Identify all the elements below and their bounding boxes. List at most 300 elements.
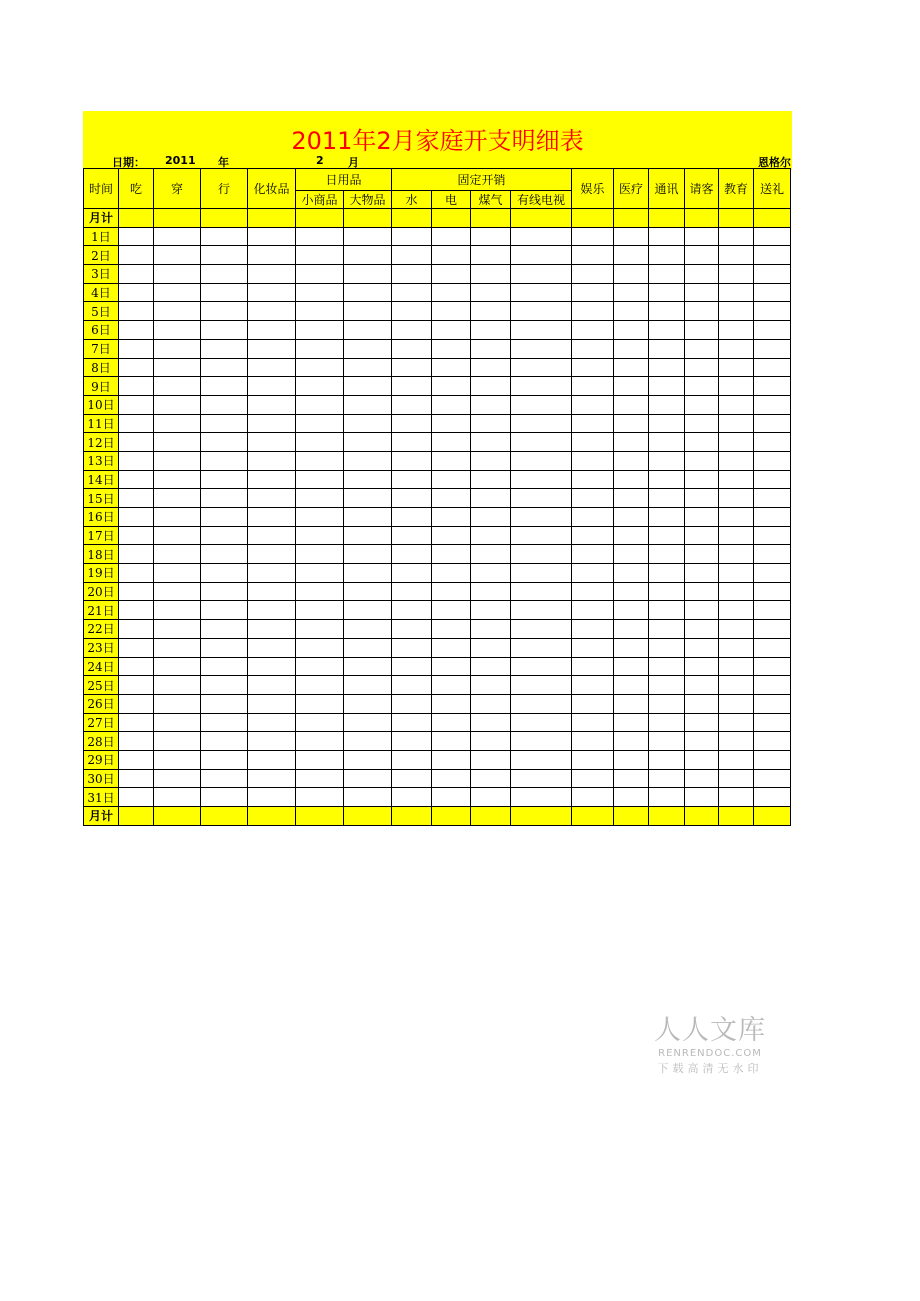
expense-cell[interactable] — [649, 508, 685, 527]
expense-cell[interactable] — [511, 414, 572, 433]
expense-cell[interactable] — [614, 321, 649, 340]
expense-cell[interactable] — [248, 545, 296, 564]
expense-cell[interactable] — [432, 489, 471, 508]
expense-cell[interactable] — [471, 620, 511, 639]
expense-cell[interactable] — [296, 227, 344, 246]
expense-cell[interactable] — [119, 377, 154, 396]
expense-cell[interactable] — [614, 265, 649, 284]
expense-cell[interactable] — [296, 788, 344, 807]
expense-cell[interactable] — [154, 227, 201, 246]
expense-cell[interactable] — [685, 676, 719, 695]
expense-cell[interactable] — [392, 227, 432, 246]
expense-cell[interactable] — [432, 265, 471, 284]
expense-cell[interactable] — [344, 732, 392, 751]
expense-cell[interactable] — [719, 788, 754, 807]
expense-cell[interactable] — [649, 265, 685, 284]
expense-cell[interactable] — [432, 657, 471, 676]
expense-cell[interactable] — [754, 265, 791, 284]
expense-cell[interactable] — [344, 508, 392, 527]
expense-cell[interactable] — [154, 601, 201, 620]
expense-cell[interactable] — [572, 321, 614, 340]
expense-cell[interactable] — [201, 489, 248, 508]
expense-cell[interactable] — [296, 545, 344, 564]
total-cell[interactable] — [344, 807, 392, 826]
expense-cell[interactable] — [719, 564, 754, 583]
expense-cell[interactable] — [685, 451, 719, 470]
expense-cell[interactable] — [511, 508, 572, 527]
expense-cell[interactable] — [248, 750, 296, 769]
expense-cell[interactable] — [344, 246, 392, 265]
expense-cell[interactable] — [719, 227, 754, 246]
expense-cell[interactable] — [614, 694, 649, 713]
expense-cell[interactable] — [754, 657, 791, 676]
expense-cell[interactable] — [685, 657, 719, 676]
expense-cell[interactable] — [471, 769, 511, 788]
expense-cell[interactable] — [511, 638, 572, 657]
expense-cell[interactable] — [154, 489, 201, 508]
expense-cell[interactable] — [248, 395, 296, 414]
total-cell[interactable] — [344, 209, 392, 228]
expense-cell[interactable] — [201, 302, 248, 321]
expense-cell[interactable] — [614, 769, 649, 788]
expense-cell[interactable] — [432, 227, 471, 246]
expense-cell[interactable] — [685, 508, 719, 527]
expense-cell[interactable] — [119, 283, 154, 302]
expense-cell[interactable] — [119, 246, 154, 265]
expense-cell[interactable] — [471, 395, 511, 414]
expense-cell[interactable] — [432, 283, 471, 302]
expense-cell[interactable] — [432, 451, 471, 470]
expense-cell[interactable] — [511, 788, 572, 807]
expense-cell[interactable] — [754, 395, 791, 414]
expense-cell[interactable] — [572, 470, 614, 489]
expense-cell[interactable] — [248, 321, 296, 340]
expense-cell[interactable] — [719, 508, 754, 527]
expense-cell[interactable] — [296, 638, 344, 657]
expense-cell[interactable] — [511, 227, 572, 246]
expense-cell[interactable] — [119, 358, 154, 377]
expense-cell[interactable] — [754, 451, 791, 470]
expense-cell[interactable] — [432, 545, 471, 564]
expense-cell[interactable] — [685, 414, 719, 433]
expense-cell[interactable] — [248, 732, 296, 751]
expense-cell[interactable] — [572, 732, 614, 751]
expense-cell[interactable] — [754, 227, 791, 246]
total-cell[interactable] — [248, 209, 296, 228]
month-value[interactable]: 2 — [316, 154, 324, 167]
expense-cell[interactable] — [471, 694, 511, 713]
expense-cell[interactable] — [344, 265, 392, 284]
expense-cell[interactable] — [296, 601, 344, 620]
expense-cell[interactable] — [392, 358, 432, 377]
expense-cell[interactable] — [248, 713, 296, 732]
expense-cell[interactable] — [296, 395, 344, 414]
expense-cell[interactable] — [649, 582, 685, 601]
expense-cell[interactable] — [572, 750, 614, 769]
expense-cell[interactable] — [685, 265, 719, 284]
expense-cell[interactable] — [649, 339, 685, 358]
expense-cell[interactable] — [392, 657, 432, 676]
expense-cell[interactable] — [344, 526, 392, 545]
expense-cell[interactable] — [392, 638, 432, 657]
expense-cell[interactable] — [649, 769, 685, 788]
expense-cell[interactable] — [614, 358, 649, 377]
expense-cell[interactable] — [685, 788, 719, 807]
expense-cell[interactable] — [685, 395, 719, 414]
expense-cell[interactable] — [154, 526, 201, 545]
total-cell[interactable] — [719, 807, 754, 826]
total-cell[interactable] — [154, 807, 201, 826]
expense-cell[interactable] — [119, 732, 154, 751]
expense-cell[interactable] — [754, 676, 791, 695]
expense-cell[interactable] — [511, 582, 572, 601]
expense-cell[interactable] — [248, 638, 296, 657]
expense-cell[interactable] — [649, 302, 685, 321]
expense-cell[interactable] — [119, 508, 154, 527]
expense-cell[interactable] — [432, 246, 471, 265]
expense-cell[interactable] — [685, 283, 719, 302]
expense-cell[interactable] — [685, 358, 719, 377]
expense-cell[interactable] — [719, 620, 754, 639]
expense-cell[interactable] — [119, 694, 154, 713]
expense-cell[interactable] — [392, 302, 432, 321]
expense-cell[interactable] — [511, 769, 572, 788]
expense-cell[interactable] — [572, 601, 614, 620]
expense-cell[interactable] — [154, 769, 201, 788]
expense-cell[interactable] — [432, 620, 471, 639]
expense-cell[interactable] — [248, 302, 296, 321]
expense-cell[interactable] — [754, 508, 791, 527]
expense-cell[interactable] — [719, 545, 754, 564]
total-cell[interactable] — [392, 209, 432, 228]
expense-cell[interactable] — [201, 788, 248, 807]
expense-cell[interactable] — [344, 377, 392, 396]
expense-cell[interactable] — [471, 750, 511, 769]
expense-cell[interactable] — [344, 620, 392, 639]
expense-cell[interactable] — [248, 694, 296, 713]
total-cell[interactable] — [248, 807, 296, 826]
expense-cell[interactable] — [432, 358, 471, 377]
expense-cell[interactable] — [392, 321, 432, 340]
expense-cell[interactable] — [572, 676, 614, 695]
total-cell[interactable] — [685, 807, 719, 826]
expense-cell[interactable] — [392, 433, 432, 452]
expense-cell[interactable] — [296, 750, 344, 769]
expense-cell[interactable] — [392, 246, 432, 265]
expense-cell[interactable] — [511, 321, 572, 340]
expense-cell[interactable] — [296, 470, 344, 489]
expense-cell[interactable] — [344, 564, 392, 583]
expense-cell[interactable] — [685, 601, 719, 620]
expense-cell[interactable] — [201, 414, 248, 433]
expense-cell[interactable] — [154, 750, 201, 769]
expense-cell[interactable] — [392, 564, 432, 583]
expense-cell[interactable] — [754, 732, 791, 751]
expense-cell[interactable] — [201, 470, 248, 489]
expense-cell[interactable] — [719, 451, 754, 470]
expense-cell[interactable] — [685, 321, 719, 340]
expense-cell[interactable] — [432, 433, 471, 452]
expense-cell[interactable] — [432, 508, 471, 527]
expense-cell[interactable] — [471, 508, 511, 527]
expense-cell[interactable] — [471, 283, 511, 302]
expense-cell[interactable] — [392, 451, 432, 470]
expense-cell[interactable] — [471, 564, 511, 583]
expense-cell[interactable] — [719, 601, 754, 620]
expense-cell[interactable] — [119, 769, 154, 788]
expense-cell[interactable] — [572, 489, 614, 508]
expense-cell[interactable] — [296, 302, 344, 321]
expense-cell[interactable] — [511, 265, 572, 284]
expense-cell[interactable] — [432, 638, 471, 657]
expense-cell[interactable] — [614, 620, 649, 639]
expense-cell[interactable] — [248, 451, 296, 470]
expense-cell[interactable] — [614, 564, 649, 583]
expense-cell[interactable] — [119, 788, 154, 807]
expense-cell[interactable] — [392, 395, 432, 414]
expense-cell[interactable] — [471, 358, 511, 377]
expense-cell[interactable] — [344, 358, 392, 377]
expense-cell[interactable] — [248, 489, 296, 508]
expense-cell[interactable] — [511, 526, 572, 545]
expense-cell[interactable] — [471, 713, 511, 732]
expense-cell[interactable] — [754, 339, 791, 358]
expense-cell[interactable] — [248, 769, 296, 788]
expense-cell[interactable] — [344, 750, 392, 769]
expense-cell[interactable] — [296, 713, 344, 732]
expense-cell[interactable] — [154, 451, 201, 470]
expense-cell[interactable] — [119, 750, 154, 769]
expense-cell[interactable] — [471, 489, 511, 508]
expense-cell[interactable] — [649, 657, 685, 676]
expense-cell[interactable] — [572, 545, 614, 564]
expense-cell[interactable] — [754, 788, 791, 807]
expense-cell[interactable] — [511, 302, 572, 321]
total-cell[interactable] — [719, 209, 754, 228]
expense-cell[interactable] — [614, 377, 649, 396]
expense-cell[interactable] — [344, 321, 392, 340]
expense-cell[interactable] — [719, 489, 754, 508]
expense-cell[interactable] — [201, 601, 248, 620]
expense-cell[interactable] — [572, 713, 614, 732]
expense-cell[interactable] — [296, 620, 344, 639]
expense-cell[interactable] — [392, 601, 432, 620]
expense-cell[interactable] — [296, 732, 344, 751]
expense-cell[interactable] — [201, 526, 248, 545]
expense-cell[interactable] — [296, 526, 344, 545]
expense-cell[interactable] — [614, 713, 649, 732]
expense-cell[interactable] — [754, 358, 791, 377]
expense-cell[interactable] — [119, 470, 154, 489]
expense-cell[interactable] — [511, 657, 572, 676]
expense-cell[interactable] — [154, 358, 201, 377]
expense-cell[interactable] — [344, 414, 392, 433]
expense-cell[interactable] — [432, 788, 471, 807]
expense-cell[interactable] — [511, 564, 572, 583]
expense-cell[interactable] — [754, 246, 791, 265]
expense-cell[interactable] — [201, 657, 248, 676]
expense-cell[interactable] — [392, 713, 432, 732]
expense-cell[interactable] — [471, 582, 511, 601]
expense-cell[interactable] — [754, 470, 791, 489]
expense-cell[interactable] — [154, 676, 201, 695]
expense-cell[interactable] — [119, 620, 154, 639]
expense-cell[interactable] — [614, 750, 649, 769]
expense-cell[interactable] — [614, 638, 649, 657]
expense-cell[interactable] — [685, 564, 719, 583]
expense-cell[interactable] — [614, 582, 649, 601]
expense-cell[interactable] — [432, 321, 471, 340]
expense-cell[interactable] — [154, 246, 201, 265]
expense-cell[interactable] — [392, 769, 432, 788]
expense-cell[interactable] — [685, 694, 719, 713]
expense-cell[interactable] — [572, 395, 614, 414]
expense-cell[interactable] — [119, 321, 154, 340]
expense-cell[interactable] — [154, 302, 201, 321]
expense-cell[interactable] — [296, 433, 344, 452]
expense-cell[interactable] — [201, 769, 248, 788]
expense-cell[interactable] — [719, 732, 754, 751]
expense-cell[interactable] — [432, 470, 471, 489]
expense-cell[interactable] — [649, 526, 685, 545]
expense-cell[interactable] — [392, 620, 432, 639]
expense-cell[interactable] — [154, 620, 201, 639]
expense-cell[interactable] — [649, 414, 685, 433]
total-cell[interactable] — [201, 807, 248, 826]
expense-cell[interactable] — [392, 545, 432, 564]
expense-cell[interactable] — [201, 339, 248, 358]
expense-cell[interactable] — [511, 283, 572, 302]
expense-cell[interactable] — [432, 414, 471, 433]
expense-cell[interactable] — [719, 470, 754, 489]
total-cell[interactable] — [432, 209, 471, 228]
expense-cell[interactable] — [511, 470, 572, 489]
expense-cell[interactable] — [649, 732, 685, 751]
expense-cell[interactable] — [572, 582, 614, 601]
expense-cell[interactable] — [614, 227, 649, 246]
expense-cell[interactable] — [154, 470, 201, 489]
expense-cell[interactable] — [119, 451, 154, 470]
expense-cell[interactable] — [685, 227, 719, 246]
expense-cell[interactable] — [154, 788, 201, 807]
expense-cell[interactable] — [296, 265, 344, 284]
expense-cell[interactable] — [344, 470, 392, 489]
expense-cell[interactable] — [392, 750, 432, 769]
expense-cell[interactable] — [201, 508, 248, 527]
expense-cell[interactable] — [248, 414, 296, 433]
expense-cell[interactable] — [344, 713, 392, 732]
expense-cell[interactable] — [649, 227, 685, 246]
expense-cell[interactable] — [471, 676, 511, 695]
expense-cell[interactable] — [719, 433, 754, 452]
total-cell[interactable] — [296, 807, 344, 826]
expense-cell[interactable] — [201, 433, 248, 452]
expense-cell[interactable] — [432, 676, 471, 695]
expense-cell[interactable] — [119, 713, 154, 732]
expense-cell[interactable] — [344, 788, 392, 807]
expense-cell[interactable] — [248, 358, 296, 377]
expense-cell[interactable] — [344, 283, 392, 302]
expense-cell[interactable] — [685, 769, 719, 788]
expense-cell[interactable] — [154, 414, 201, 433]
expense-cell[interactable] — [392, 489, 432, 508]
expense-cell[interactable] — [344, 227, 392, 246]
expense-cell[interactable] — [201, 750, 248, 769]
expense-cell[interactable] — [154, 564, 201, 583]
expense-cell[interactable] — [685, 713, 719, 732]
expense-cell[interactable] — [754, 582, 791, 601]
expense-cell[interactable] — [201, 246, 248, 265]
expense-cell[interactable] — [614, 470, 649, 489]
expense-cell[interactable] — [649, 283, 685, 302]
expense-cell[interactable] — [754, 713, 791, 732]
expense-cell[interactable] — [649, 750, 685, 769]
expense-cell[interactable] — [471, 433, 511, 452]
expense-cell[interactable] — [432, 395, 471, 414]
expense-cell[interactable] — [572, 526, 614, 545]
expense-cell[interactable] — [685, 433, 719, 452]
expense-cell[interactable] — [248, 433, 296, 452]
expense-cell[interactable] — [201, 283, 248, 302]
expense-cell[interactable] — [649, 545, 685, 564]
expense-cell[interactable] — [614, 545, 649, 564]
expense-cell[interactable] — [344, 545, 392, 564]
total-cell[interactable] — [511, 807, 572, 826]
expense-cell[interactable] — [119, 638, 154, 657]
expense-cell[interactable] — [392, 676, 432, 695]
total-cell[interactable] — [572, 807, 614, 826]
expense-cell[interactable] — [119, 564, 154, 583]
expense-cell[interactable] — [154, 377, 201, 396]
expense-cell[interactable] — [471, 246, 511, 265]
expense-cell[interactable] — [471, 377, 511, 396]
expense-cell[interactable] — [471, 321, 511, 340]
expense-cell[interactable] — [296, 377, 344, 396]
expense-cell[interactable] — [296, 246, 344, 265]
expense-cell[interactable] — [392, 508, 432, 527]
expense-cell[interactable] — [614, 451, 649, 470]
total-cell[interactable] — [471, 209, 511, 228]
expense-cell[interactable] — [614, 601, 649, 620]
expense-cell[interactable] — [572, 788, 614, 807]
expense-cell[interactable] — [296, 564, 344, 583]
expense-cell[interactable] — [511, 676, 572, 695]
total-cell[interactable] — [614, 807, 649, 826]
expense-cell[interactable] — [754, 638, 791, 657]
expense-cell[interactable] — [432, 339, 471, 358]
expense-cell[interactable] — [471, 265, 511, 284]
expense-cell[interactable] — [392, 414, 432, 433]
expense-cell[interactable] — [754, 414, 791, 433]
expense-cell[interactable] — [572, 694, 614, 713]
expense-cell[interactable] — [719, 358, 754, 377]
expense-cell[interactable] — [719, 265, 754, 284]
expense-cell[interactable] — [471, 545, 511, 564]
expense-cell[interactable] — [154, 265, 201, 284]
expense-cell[interactable] — [572, 769, 614, 788]
expense-cell[interactable] — [614, 676, 649, 695]
total-cell[interactable] — [511, 209, 572, 228]
expense-cell[interactable] — [572, 358, 614, 377]
expense-cell[interactable] — [154, 694, 201, 713]
expense-cell[interactable] — [511, 395, 572, 414]
expense-cell[interactable] — [119, 265, 154, 284]
expense-cell[interactable] — [296, 339, 344, 358]
expense-cell[interactable] — [685, 582, 719, 601]
expense-cell[interactable] — [392, 470, 432, 489]
expense-cell[interactable] — [248, 227, 296, 246]
expense-cell[interactable] — [296, 451, 344, 470]
